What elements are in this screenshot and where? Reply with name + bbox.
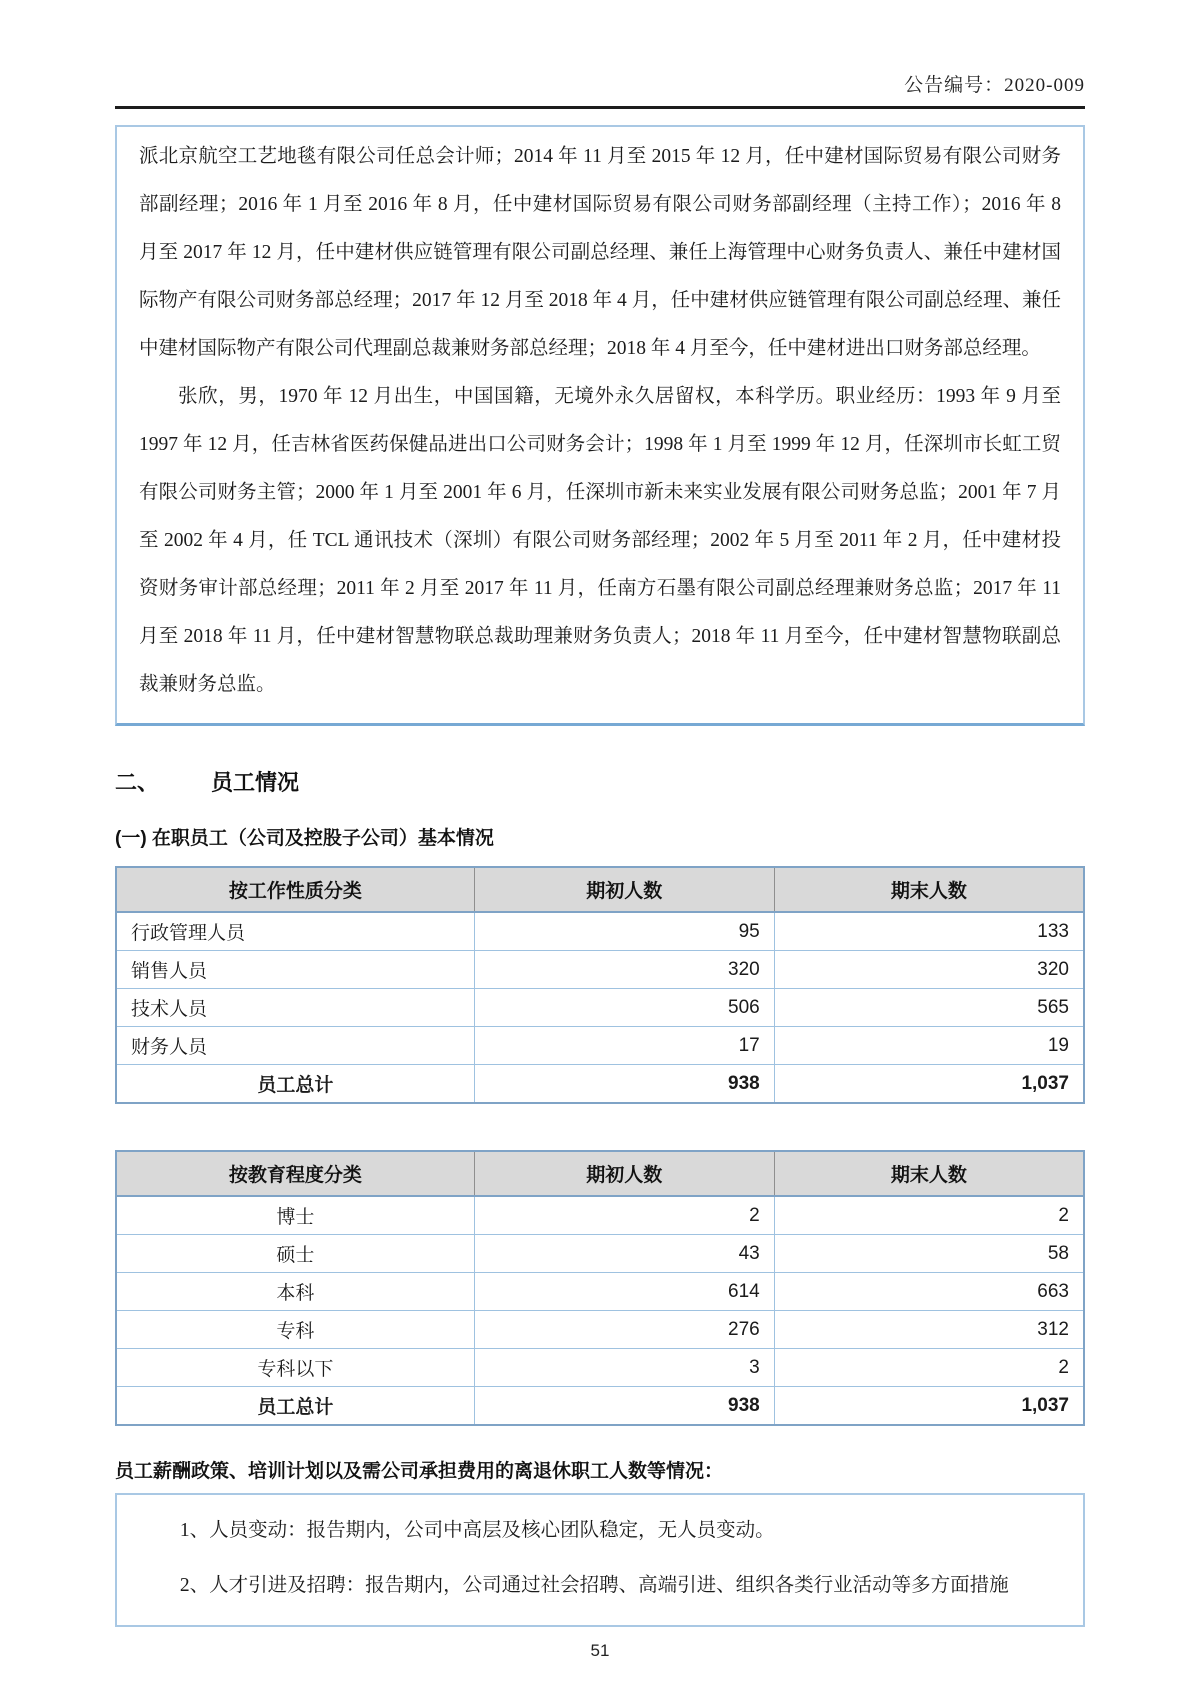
notes-text-box [115,1493,1085,1627]
notes-heading: 员工薪酬政策、培训计划以及需公司承担费用的离退休职工人数等情况： [115,1461,724,1482]
total-end-count: 1,037 [774,1387,1084,1426]
section-heading-employees [115,766,1085,797]
table-by-education-wrap [115,1150,1085,1426]
section-title: 员工情况 [211,770,300,795]
total-begin-count: 938 [474,1065,774,1104]
table-row [116,1235,1084,1273]
table-total-row [116,1387,1084,1426]
column-header-end-count: 期末人数 [774,867,1084,912]
column-header-end-count: 期末人数 [774,1151,1084,1196]
table-row [116,1349,1084,1387]
begin-count: 506 [474,989,774,1027]
section-number: 二、 [115,770,160,795]
table-by-education [115,1150,1085,1426]
table-row [116,951,1084,989]
total-label: 员工总计 [116,1387,474,1426]
row-label: 硕士 [116,1235,474,1273]
begin-count: 43 [474,1235,774,1273]
begin-count: 614 [474,1273,774,1311]
row-label: 行政管理人员 [116,912,474,951]
column-header-category: 按工作性质分类 [116,867,474,912]
biography-text-box [115,125,1085,726]
table-by-job-type [115,866,1085,1104]
end-count: 565 [774,989,1084,1027]
row-label: 专科 [116,1311,474,1349]
end-count: 320 [774,951,1084,989]
table-row [116,1196,1084,1235]
begin-count: 95 [474,912,774,951]
begin-count: 2 [474,1196,774,1235]
total-end-count: 1,037 [774,1065,1084,1104]
end-count: 133 [774,912,1084,951]
column-header-begin-count: 期初人数 [474,867,774,912]
begin-count: 320 [474,951,774,989]
row-label: 博士 [116,1196,474,1235]
row-label: 销售人员 [116,951,474,989]
begin-count: 276 [474,1311,774,1349]
page-number: 51 [590,1641,610,1660]
table-by-job-type-wrap [115,866,1085,1104]
biography-paragraph-2: 张欣，男，1970 年 12 月出生，中国国籍，无境外永久居留权，本科学历。职业经历：1993 年 9 月至 1997 年 12 月，任吉林省医药保健品进出口公司财务会计；1998 年 1 月至 1999 年 12 月，任深圳市长虹工贸有限公司财务主管；2000 年 1 月至 2001 年 6 月，任深圳市新未来实业发展有限公司财务总监；2001 年 7 月至 2002 年 4 月，任 TCL 通讯技术（深圳）有限公司财务部经理；2002 年 5 月至 2011 年 2 月，任中建材投资财务审计部总经理；2011 年 2 月至 2017 年 11 月，任南方石墨有限公司副总经理兼财务总监；2017 年 11 月至 2018 年 11 月，任中建材智慧物联总裁助理兼财务负责人；2018 年 11 月至今，任中建材智慧物联副总裁兼财务总监。 [139,386,1061,695]
end-count: 19 [774,1027,1084,1065]
begin-count: 17 [474,1027,774,1065]
table-header-row [116,867,1084,912]
begin-count: 3 [474,1349,774,1387]
table-header-row [116,1151,1084,1196]
row-label: 本科 [116,1273,474,1311]
end-count: 2 [774,1349,1084,1387]
table-row [116,1311,1084,1349]
row-label: 专科以下 [116,1349,474,1387]
column-header-category: 按教育程度分类 [116,1151,474,1196]
end-count: 2 [774,1196,1084,1235]
total-label: 员工总计 [116,1065,474,1104]
row-label: 财务人员 [116,1027,474,1065]
announcement-number: 公告编号：2020-009 [904,75,1085,96]
table-row [116,1027,1084,1065]
table-row [116,1273,1084,1311]
header-rule [115,106,1085,109]
table-row [116,912,1084,951]
end-count: 663 [774,1273,1084,1311]
subsection-heading-active-employees: (一) 在职员工（公司及控股子公司）基本情况 [115,828,494,849]
table-total-row [116,1065,1084,1104]
end-count: 312 [774,1311,1084,1349]
column-header-begin-count: 期初人数 [474,1151,774,1196]
note-item-1: 1、人员变动：报告期内，公司中高层及核心团队稳定，无人员变动。 [179,1520,775,1541]
row-label: 技术人员 [116,989,474,1027]
table-row [116,989,1084,1027]
end-count: 58 [774,1235,1084,1273]
note-item-2: 2、人才引进及招聘：报告期内，公司通过社会招聘、高端引进、组织各类行业活动等多方面措施 [179,1575,1009,1596]
biography-paragraph-1: 派北京航空工艺地毯有限公司任总会计师；2014 年 11 月至 2015 年 12 月，任中建材国际贸易有限公司财务部副经理；2016 年 1 月至 2016 年 8 月，任中建材国际贸易有限公司财务部副经理（主持工作）；2016 年 8 月至 2017 年 12 月，任中建材供应链管理有限公司副总经理、兼任上海管理中心财务负责人、兼任中建材国际物产有限公司财务部总经理；2017 年 12 月至 2018 年 4 月，任中建材供应链管理有限公司副总经理、兼任中建材国际物产有限公司代理副总裁兼财务部总经理；2018 年 4 月至今，任中建材进出口财务部总经理。 [139,146,1061,359]
total-begin-count: 938 [474,1387,774,1426]
